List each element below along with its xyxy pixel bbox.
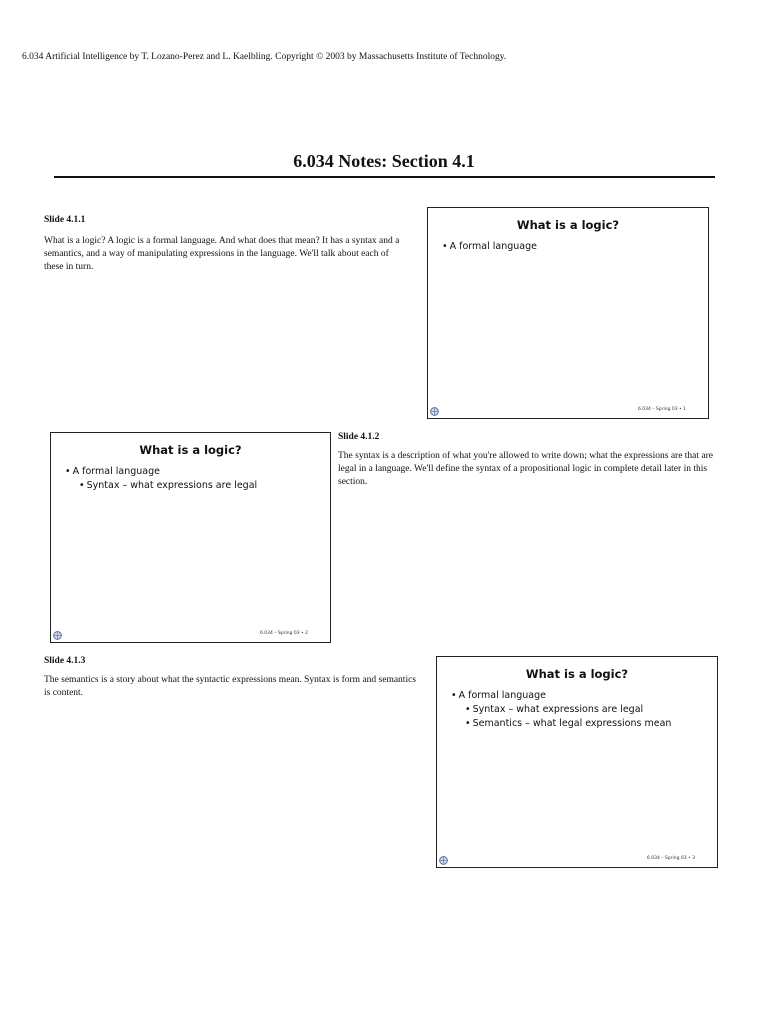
slide-bullet: • Syntax – what expressions are legal — [437, 703, 717, 717]
slide-heading-3: Slide 4.1.3 — [44, 656, 86, 666]
globe-icon — [53, 631, 62, 640]
slide-heading-1: Slide 4.1.1 — [44, 215, 86, 225]
slide-title-1: What is a logic? — [516, 218, 620, 232]
title-divider — [54, 176, 715, 178]
slide-description-2: The syntax is a description of what you're allowed to write down; what the expressions are that are legal in a language. We'll define the syntax of a propositional logic in complete detail later in this section. — [338, 451, 714, 487]
slide-description-1: What is a logic? A logic is a formal language. And what does that mean? It has a syntax and a semantics, and a way of manipulating expressions in the language. We'll talk about each of these in turn. — [44, 236, 400, 272]
slide-bullet: • A formal language — [51, 465, 330, 479]
slide-bullets-3 — [437, 689, 717, 731]
slide-bullets-1 — [428, 240, 708, 254]
slide-description-3: The semantics is a story about what the syntactic expressions mean. Syntax is form and semantics is content. — [44, 675, 416, 698]
slide-bullet: • A formal language — [437, 689, 717, 703]
slide-footer-1: 6.034 – Spring 03 • 1 — [637, 407, 686, 412]
globe-icon — [439, 856, 448, 865]
slide-image-1 — [427, 207, 709, 419]
slide-bullet: • Syntax – what expressions are legal — [51, 479, 330, 493]
copyright-header: 6.034 Artificial Intelligence by T. Lozano-Perez and L. Kaelbling. Copyright © 2003 by Massachusetts Institute of Technology. — [22, 52, 507, 62]
slide-title-3: What is a logic? — [525, 667, 629, 681]
slide-footer-2: 6.034 – Spring 03 • 2 — [259, 631, 308, 636]
slide-image-3 — [436, 656, 718, 868]
slide-image-2 — [50, 432, 331, 643]
slide-bullet: • Semantics – what legal expressions mean — [437, 717, 717, 731]
page-title: 6.034 Notes: Section 4.1 — [293, 151, 475, 171]
slide-heading-2: Slide 4.1.2 — [338, 432, 380, 442]
slide-bullet: • A formal language — [428, 240, 708, 254]
globe-icon — [430, 407, 439, 416]
slide-bullets-2 — [51, 465, 330, 493]
slide-footer-3: 6.034 – Spring 03 • 3 — [646, 856, 695, 861]
slide-title-2: What is a logic? — [139, 443, 242, 457]
